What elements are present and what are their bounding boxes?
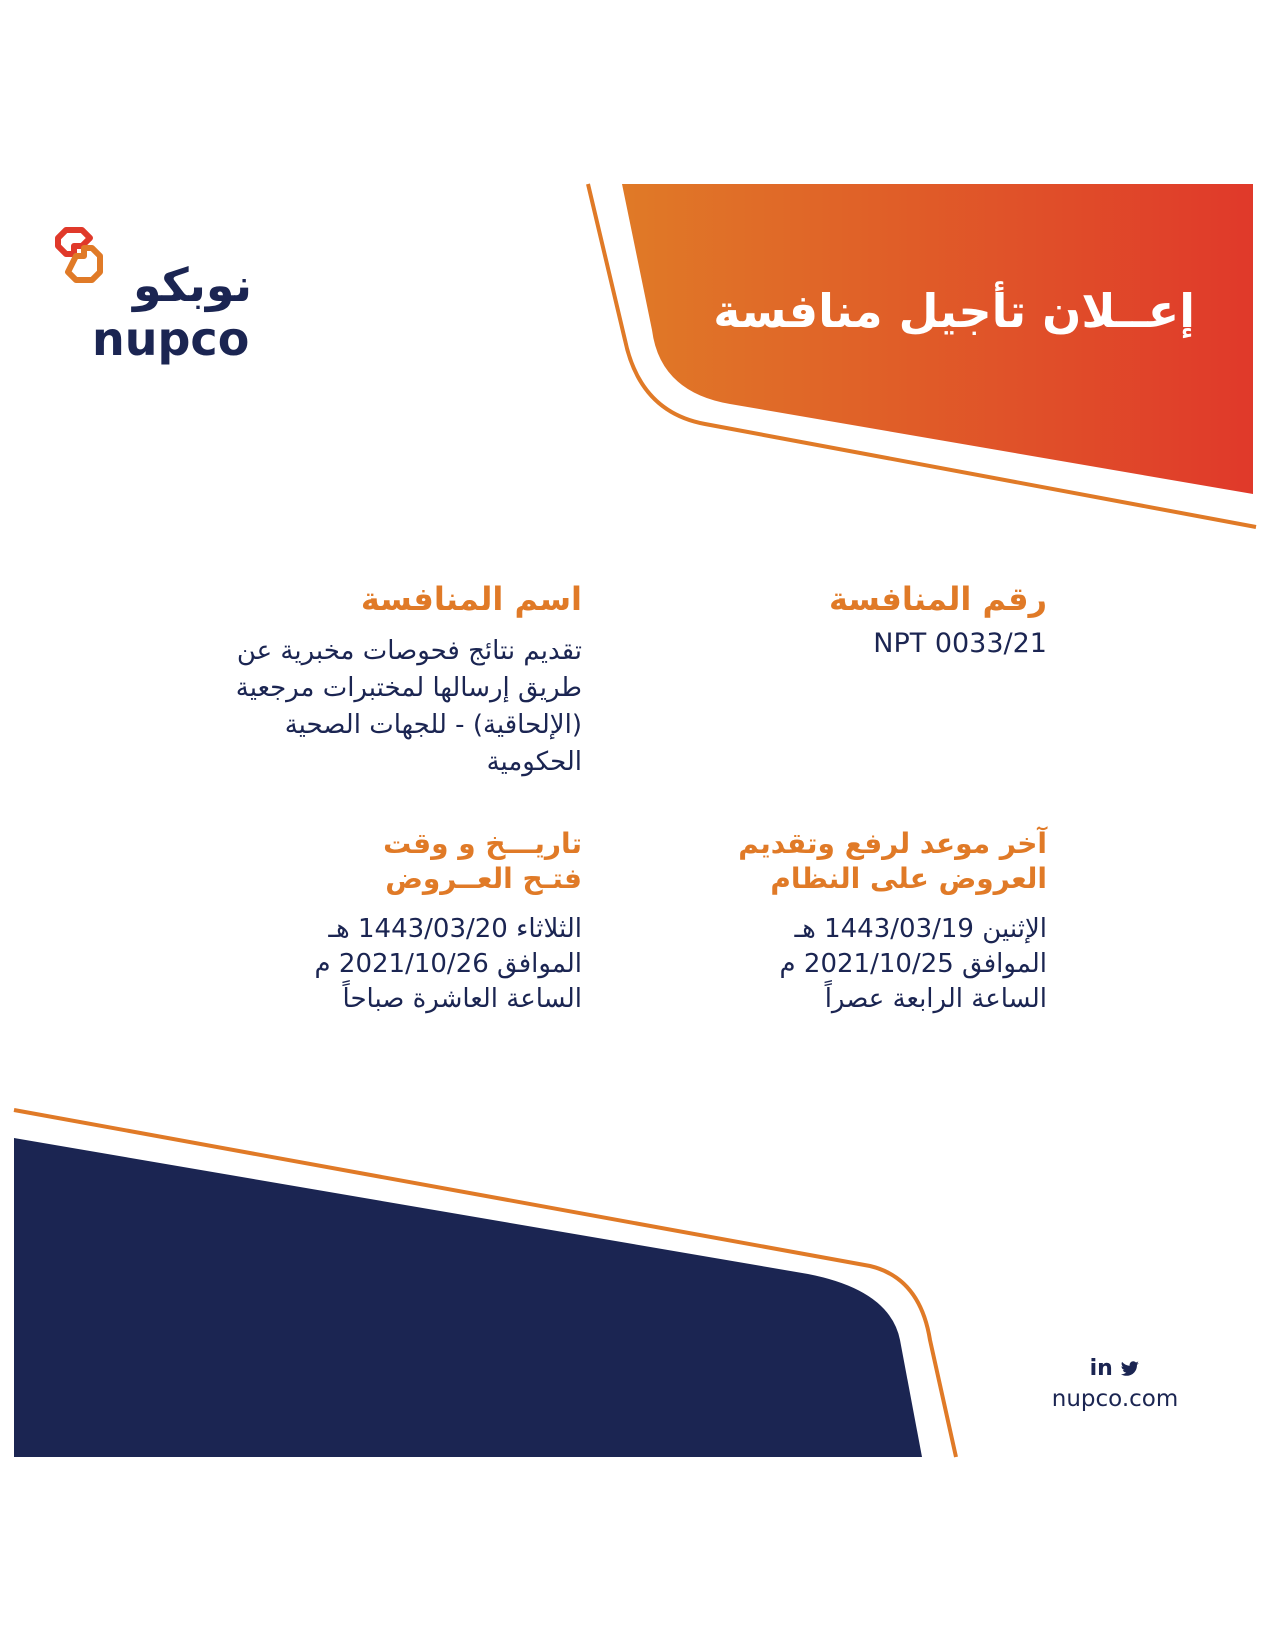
opening-label-line: فتـح العــروض — [385, 862, 582, 895]
opening-datetime-value — [222, 912, 582, 1017]
opening-line: الساعة العاشرة صباحاً — [342, 984, 582, 1015]
deadline-line: الساعة الرابعة عصراً — [824, 984, 1047, 1015]
opening-line: الثلاثاء 1443/03/20 هـ — [328, 914, 582, 944]
deadline-line: الموافق 2021/10/25 م — [779, 949, 1047, 980]
opening-label-line: تاريـــخ و وقت — [383, 827, 582, 860]
deadline-label-line: آخر موعد لرفع وتقديم — [738, 827, 1047, 860]
footer-info-line: للحصول على معلومات عن المنافسة أعلاه والإطلاع على مواصفات — [171, 1514, 856, 1543]
tender-number-value: NPT 0033/21 — [873, 628, 1047, 659]
twitter-icon[interactable] — [1120, 1361, 1140, 1377]
tender-name-line: (الإلحاقية) - للجهات الصحية — [284, 709, 582, 740]
opening-datetime-label — [262, 826, 582, 896]
linkedin-icon[interactable]: in — [1089, 1356, 1113, 1381]
website-link[interactable]: nupco.com — [1051, 1386, 1179, 1412]
opening-line: الموافق 2021/10/26 م — [314, 949, 582, 980]
brand-name-english: nupco — [92, 312, 250, 366]
tender-name-label: اسم المنافسة — [360, 580, 582, 618]
tender-name-value — [112, 633, 582, 781]
tender-name-line: طريق إرسالها لمختبرات مرجعية — [235, 672, 582, 703]
tender-number-label: رقم المنافسة — [828, 580, 1047, 618]
tender-name-line: تقديم نتائج فحوصات مخبرية عن — [236, 636, 582, 666]
deadline-line: الإثنين 1443/03/19 هـ — [794, 914, 1047, 944]
announcement-title: إعــلان تأجيل منافسة — [713, 284, 1195, 338]
tender-name-line: الحكومية — [486, 746, 582, 777]
submission-deadline-value — [687, 912, 1047, 1017]
brand-name-arabic: نوبكو — [133, 258, 252, 312]
deadline-label-line: العروض على النظام — [770, 862, 1047, 895]
footer-panel — [14, 1138, 922, 1457]
social-block — [1040, 1358, 1190, 1412]
footer-info-line[interactable]: البنــود تفــضل بزيـارة موقــعنا الإلكــتروني www.nupco.com — [202, 1556, 856, 1586]
footer-info-text — [36, 1508, 856, 1593]
submission-deadline-label — [687, 826, 1047, 896]
